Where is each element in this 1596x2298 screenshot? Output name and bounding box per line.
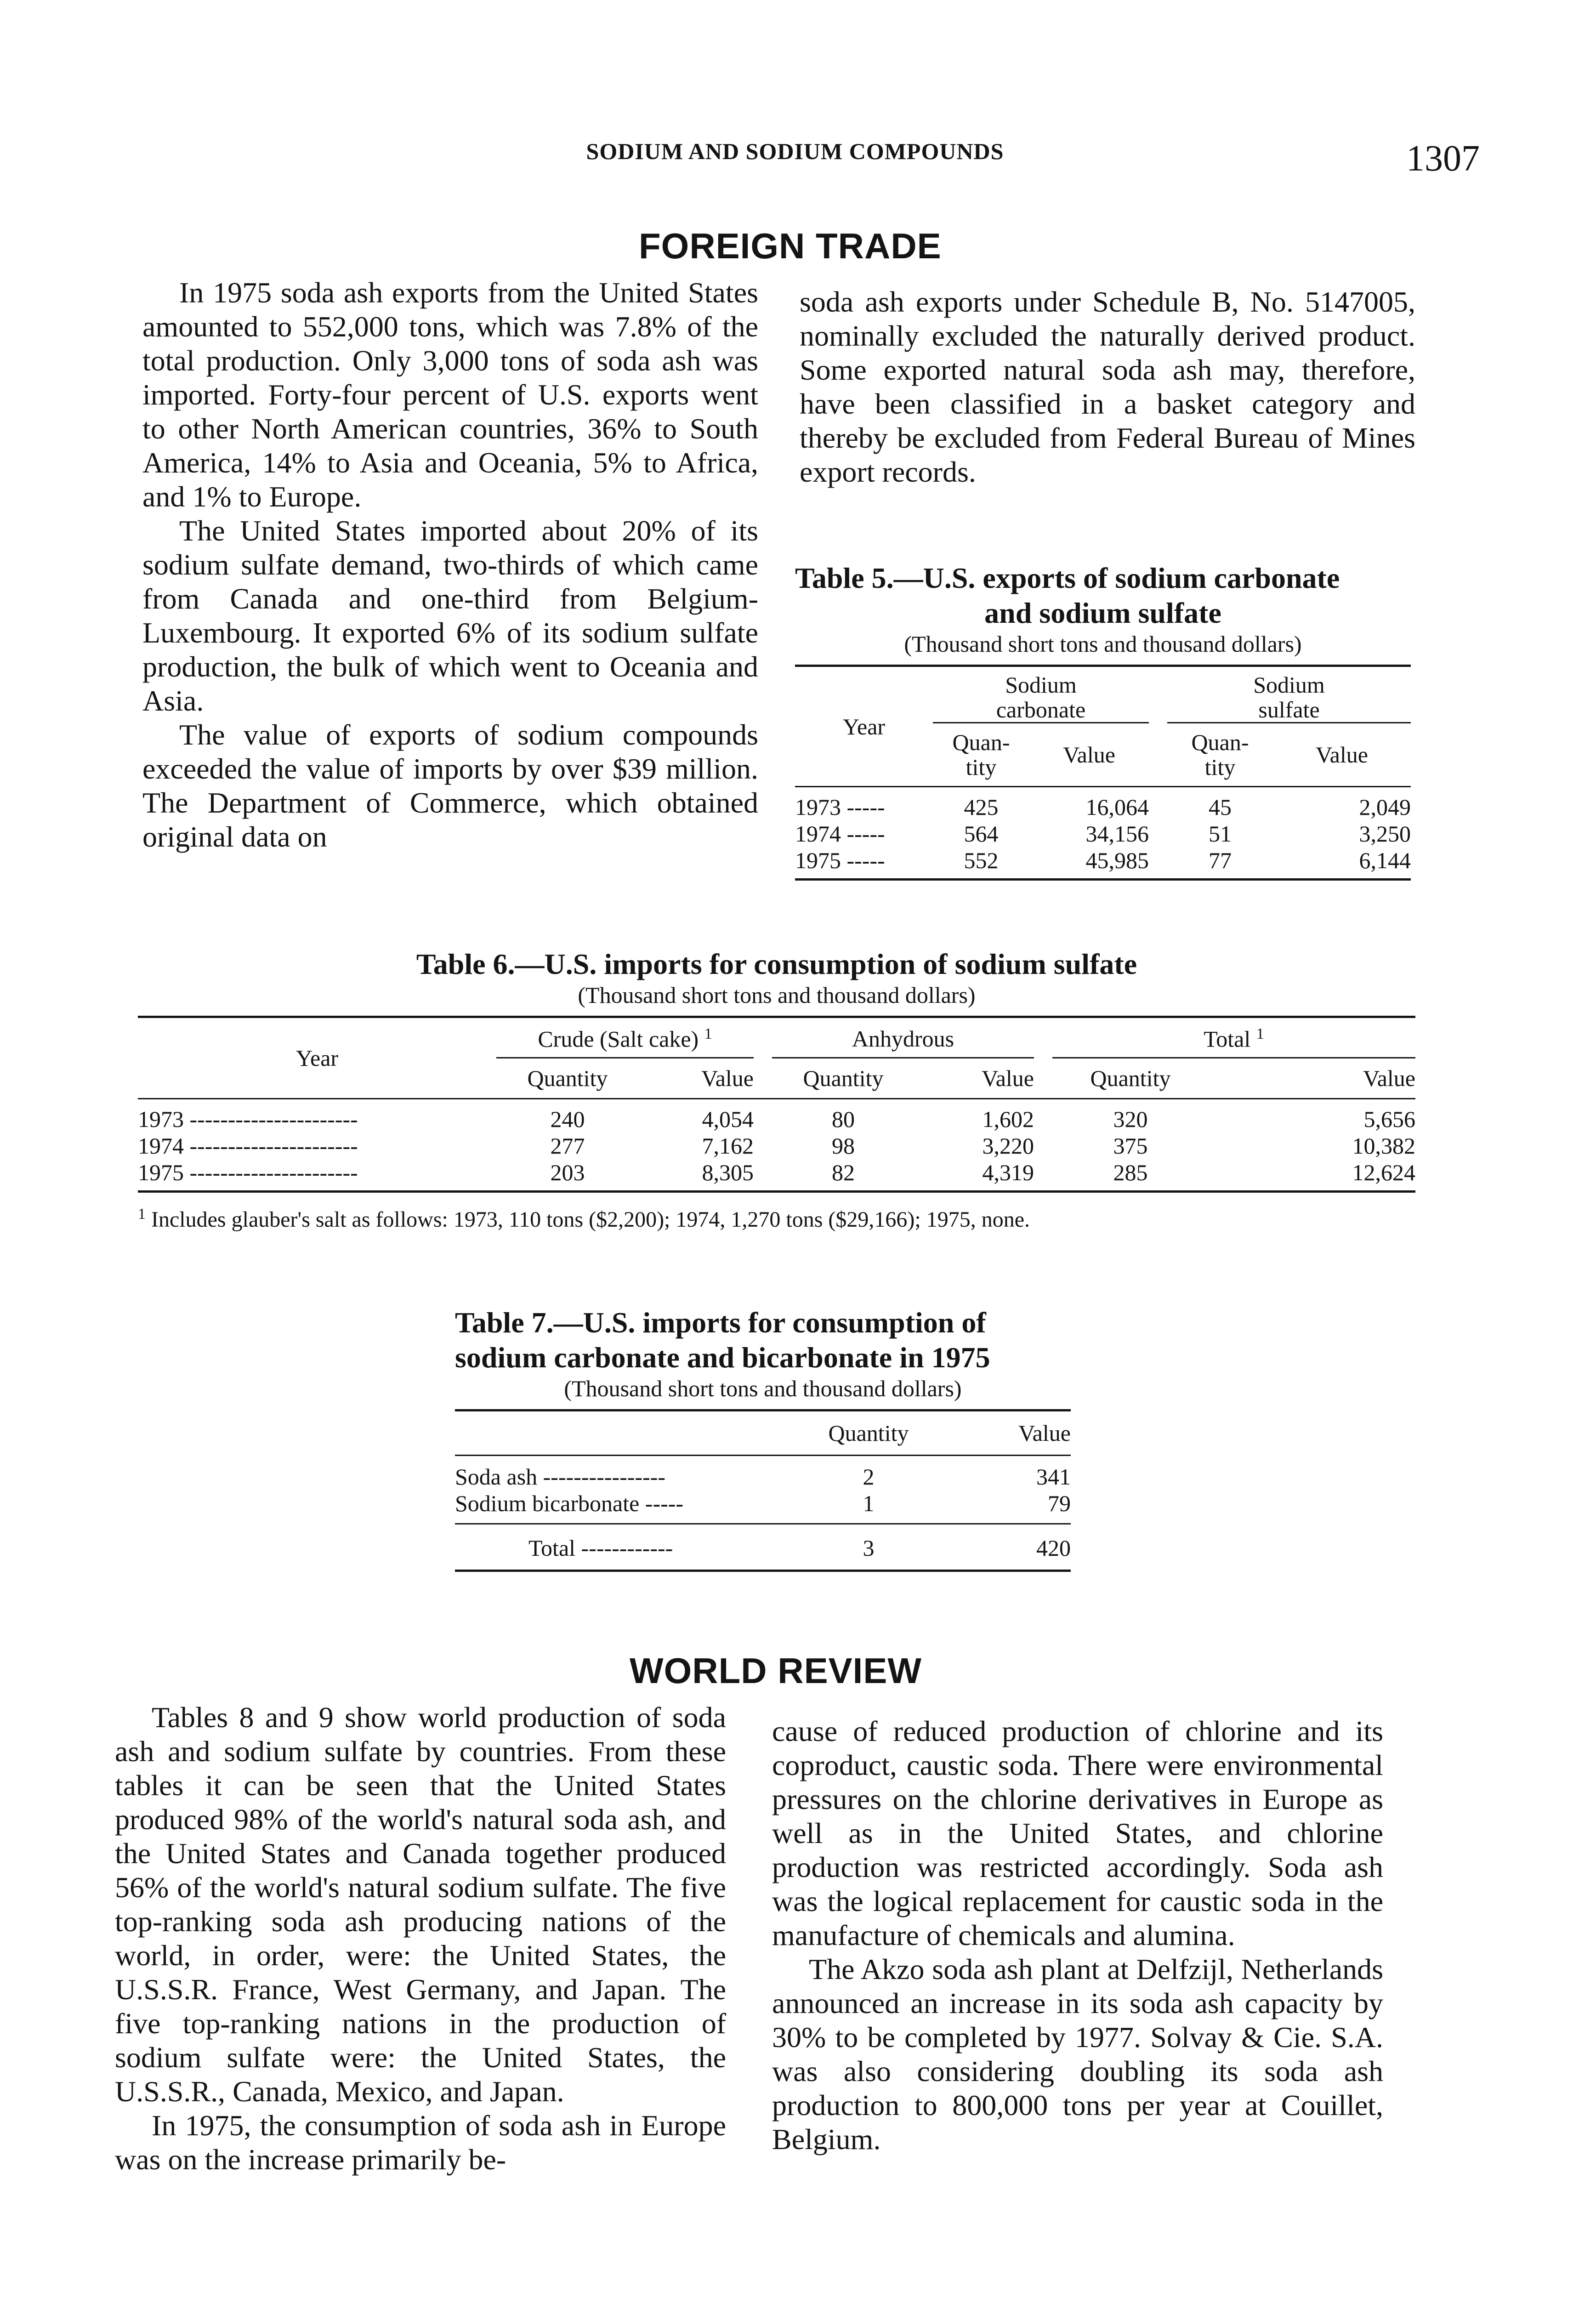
qty-line2: tity xyxy=(1204,754,1236,780)
paragraph: The Akzo soda ash plant at Delfzijl, Netherlands announced an increase in its soda ash capacity by 30% to be completed by 1977. Solvay & Cie. S.A. was also considering doubling its soda ash production to 800,000 tons per year at Couillet, Belgium. xyxy=(772,1953,1383,2156)
year-cell: 1975 ---------------------- xyxy=(138,1159,358,1185)
table-row xyxy=(795,820,1411,847)
table6-title: Table 6.—U.S. imports for consumption of sodium sulfate xyxy=(416,948,1137,980)
cell: 2 xyxy=(863,1464,875,1490)
quantity-header: Quantity xyxy=(1090,1065,1171,1091)
value-header: Value xyxy=(701,1065,754,1091)
year-cell: 1974 ---------------------- xyxy=(138,1132,358,1159)
table7-grid xyxy=(455,1409,1071,1572)
cell: 240 xyxy=(550,1106,585,1132)
world-review-right-column xyxy=(772,1714,1383,2156)
footnote-text: Includes glauber's salt as follows: 1973, 110 tons ($2,200); 1974, 1,270 tons ($29,166); 1975, none. xyxy=(151,1207,1030,1232)
qty-line1: Quan- xyxy=(952,729,1010,755)
cell: 77 xyxy=(1209,848,1232,873)
cell: 82 xyxy=(832,1159,855,1185)
table5-qty-header xyxy=(1167,723,1273,787)
cell: 285 xyxy=(1113,1159,1148,1185)
paragraph: The United States imported about 20% of its sodium sulfate demand, two-thirds of which came from Canada and one-third from Belgium-Luxembourg. It exported 6% of its sodium sulfate production, the bulk of which went to Oceania and Asia. xyxy=(142,514,758,717)
table7-title-line1: Table 7.—U.S. imports for consumption of xyxy=(455,1306,986,1339)
table-row xyxy=(455,1456,1071,1490)
quantity-header: Quantity xyxy=(828,1420,909,1446)
page-number: 1307 xyxy=(1406,138,1480,179)
paragraph: The value of exports of sodium compounds exceeded the value of imports by over $39 million. The Department of Commerce, which obtained original data on xyxy=(142,718,758,853)
foreign-trade-left-column xyxy=(142,276,758,854)
cell: 1 xyxy=(863,1490,875,1516)
cell: 98 xyxy=(832,1132,855,1159)
row-label: Sodium bicarbonate ----- xyxy=(455,1490,684,1516)
table6-footnote xyxy=(138,1201,1415,1233)
table5-group-sulfate-line1: Sodium xyxy=(1253,672,1325,698)
foreign-trade-heading: FOREIGN TRADE xyxy=(639,226,942,266)
foreign-trade-right-column xyxy=(800,285,1415,489)
qty-line1: Quan- xyxy=(1191,729,1249,755)
cell: 80 xyxy=(832,1106,855,1132)
total-header-text: Total xyxy=(1204,1026,1251,1052)
cell: 16,064 xyxy=(1085,794,1149,820)
table7-title-line2: sodium carbonate and bicarbonate in 1975 xyxy=(455,1341,990,1374)
table7 xyxy=(455,1305,1071,1572)
paragraph: In 1975 soda ash exports from the United States amounted to 552,000 tons, which was 7.8% of the total production. Only 3,000 tons of soda ash was imported. Forty-four percent of U.S. exports went to other North American countries, 36% to South America, 14% to Asia and Oceania, 5% to Africa, and 1% to Europe. xyxy=(142,276,758,513)
cell: 2,049 xyxy=(1359,794,1411,820)
table5-title-line1: Table 5.—U.S. exports of sodium carbonate xyxy=(795,562,1340,594)
table5-group-carbonate-line1: Sodium xyxy=(1005,672,1077,698)
table6-year-header: Year xyxy=(138,1017,496,1099)
table6 xyxy=(138,947,1415,1233)
table-row xyxy=(138,1098,1415,1132)
table5-grid xyxy=(795,665,1411,881)
cell: 425 xyxy=(964,794,999,820)
table-row xyxy=(138,1159,1415,1192)
quantity-header: Quantity xyxy=(527,1065,608,1091)
table6-anhydrous-header: Anhydrous xyxy=(772,1017,1034,1058)
running-title: SODIUM AND SODIUM COMPOUNDS xyxy=(586,138,1004,164)
cell: 5,656 xyxy=(1363,1106,1415,1132)
quantity-header: Quantity xyxy=(803,1065,884,1091)
value-header: Value xyxy=(982,1065,1034,1091)
table5-group-carbonate-line2: carbonate xyxy=(996,697,1086,722)
table-row xyxy=(138,1132,1415,1159)
cell: 10,382 xyxy=(1352,1132,1415,1159)
table7-subtitle: (Thousand short tons and thousand dollars) xyxy=(564,1376,962,1401)
cell: 8,305 xyxy=(702,1159,754,1185)
cell: 6,144 xyxy=(1359,848,1411,873)
table5-year-header: Year xyxy=(795,666,933,787)
cell: 4,054 xyxy=(702,1106,754,1132)
table5-title-line2: and sodium sulfate xyxy=(984,597,1221,629)
value-header: Value xyxy=(1363,1065,1415,1091)
cell: 277 xyxy=(550,1132,585,1159)
cell: 375 xyxy=(1113,1132,1148,1159)
cell: 45 xyxy=(1209,794,1232,820)
cell: 3,250 xyxy=(1359,821,1411,847)
table5-group-sulfate xyxy=(1167,666,1411,723)
paragraph: soda ash exports under Schedule B, No. 5147005, nominally excluded the naturally derived product. Some exported natural soda ash may, therefore, have been classified in a basket category and thereby be excluded from Federal Bureau of Mines export records. xyxy=(800,285,1415,488)
value-header: Value xyxy=(1018,1420,1071,1446)
cell: 45,985 xyxy=(1085,848,1149,873)
table-row xyxy=(795,787,1411,821)
table-row xyxy=(455,1524,1071,1571)
cell: 7,162 xyxy=(702,1132,754,1159)
table5-qty-header xyxy=(933,723,1029,787)
world-review-heading: WORLD REVIEW xyxy=(630,1650,922,1691)
table5-subtitle: (Thousand short tons and thousand dollars) xyxy=(904,631,1302,657)
cell: 552 xyxy=(964,848,999,873)
year-cell: 1973 ---------------------- xyxy=(138,1106,358,1132)
crude-header-text: Crude (Salt cake) xyxy=(538,1026,699,1052)
year-cell: 1975 ----- xyxy=(795,848,885,873)
cell: 12,624 xyxy=(1352,1159,1415,1185)
table5-value-header: Value xyxy=(1063,742,1115,768)
cell: 51 xyxy=(1209,821,1232,847)
table-row xyxy=(795,847,1411,880)
cell: 79 xyxy=(1048,1490,1071,1516)
cell: 320 xyxy=(1113,1106,1148,1132)
table6-grid xyxy=(138,1016,1415,1193)
paragraph: In 1975, the consumption of soda ash in Europe was on the increase primarily be- xyxy=(115,2109,726,2176)
cell: 1,602 xyxy=(982,1106,1034,1132)
table-row xyxy=(455,1490,1071,1524)
qty-line2: tity xyxy=(966,754,997,780)
table6-subtitle: (Thousand short tons and thousand dollars) xyxy=(578,982,976,1008)
table5-group-carbonate xyxy=(933,666,1149,723)
cell: 3,220 xyxy=(982,1132,1034,1159)
year-cell: 1973 ----- xyxy=(795,794,885,820)
paragraph: Tables 8 and 9 show world production of soda ash and sodium sulfate by countries. From these tables it can be seen that the United States produced 98% of the world's natural soda ash, and the United States and Canada together produced 56% of the world's natural sodium sulfate. The five top-ranking soda ash producing nations of the world, in order, were: the United States, the U.S.S.R. France, West Germany, and Japan. The five top-ranking nations in the production of sodium sulfate were: the United States, the U.S.S.R., Canada, Mexico, and Japan. xyxy=(115,1701,726,2108)
table5-group-sulfate-line2: sulfate xyxy=(1258,697,1320,722)
table6-crude-header xyxy=(496,1017,754,1058)
row-label: Soda ash ---------------- xyxy=(455,1464,666,1490)
table5 xyxy=(795,561,1411,881)
table5-value-header: Value xyxy=(1316,742,1368,768)
cell: 4,319 xyxy=(982,1159,1034,1185)
cell: 341 xyxy=(1036,1464,1071,1490)
footnote-mark: 1 xyxy=(1256,1025,1264,1042)
total-qty: 3 xyxy=(863,1535,875,1561)
year-cell: 1974 ----- xyxy=(795,821,885,847)
cell: 203 xyxy=(550,1159,585,1185)
world-review-left-column xyxy=(115,1701,726,2177)
table6-total-header xyxy=(1052,1017,1415,1058)
cell: 34,156 xyxy=(1085,821,1149,847)
footnote-mark: 1 xyxy=(704,1025,712,1042)
cell: 564 xyxy=(964,821,999,847)
footnote-mark: 1 xyxy=(138,1205,146,1223)
total-label: Total ------------ xyxy=(528,1535,673,1561)
paragraph: cause of reduced production of chlorine and its coproduct, caustic soda. There were environmental pressures on the chlorine derivatives in Europe as well as in the United States, and chlorine production was restricted accordingly. Soda ash was the logical replacement for caustic soda in the manufacture of chemicals and alumina. xyxy=(772,1715,1383,1951)
total-val: 420 xyxy=(1036,1535,1071,1561)
